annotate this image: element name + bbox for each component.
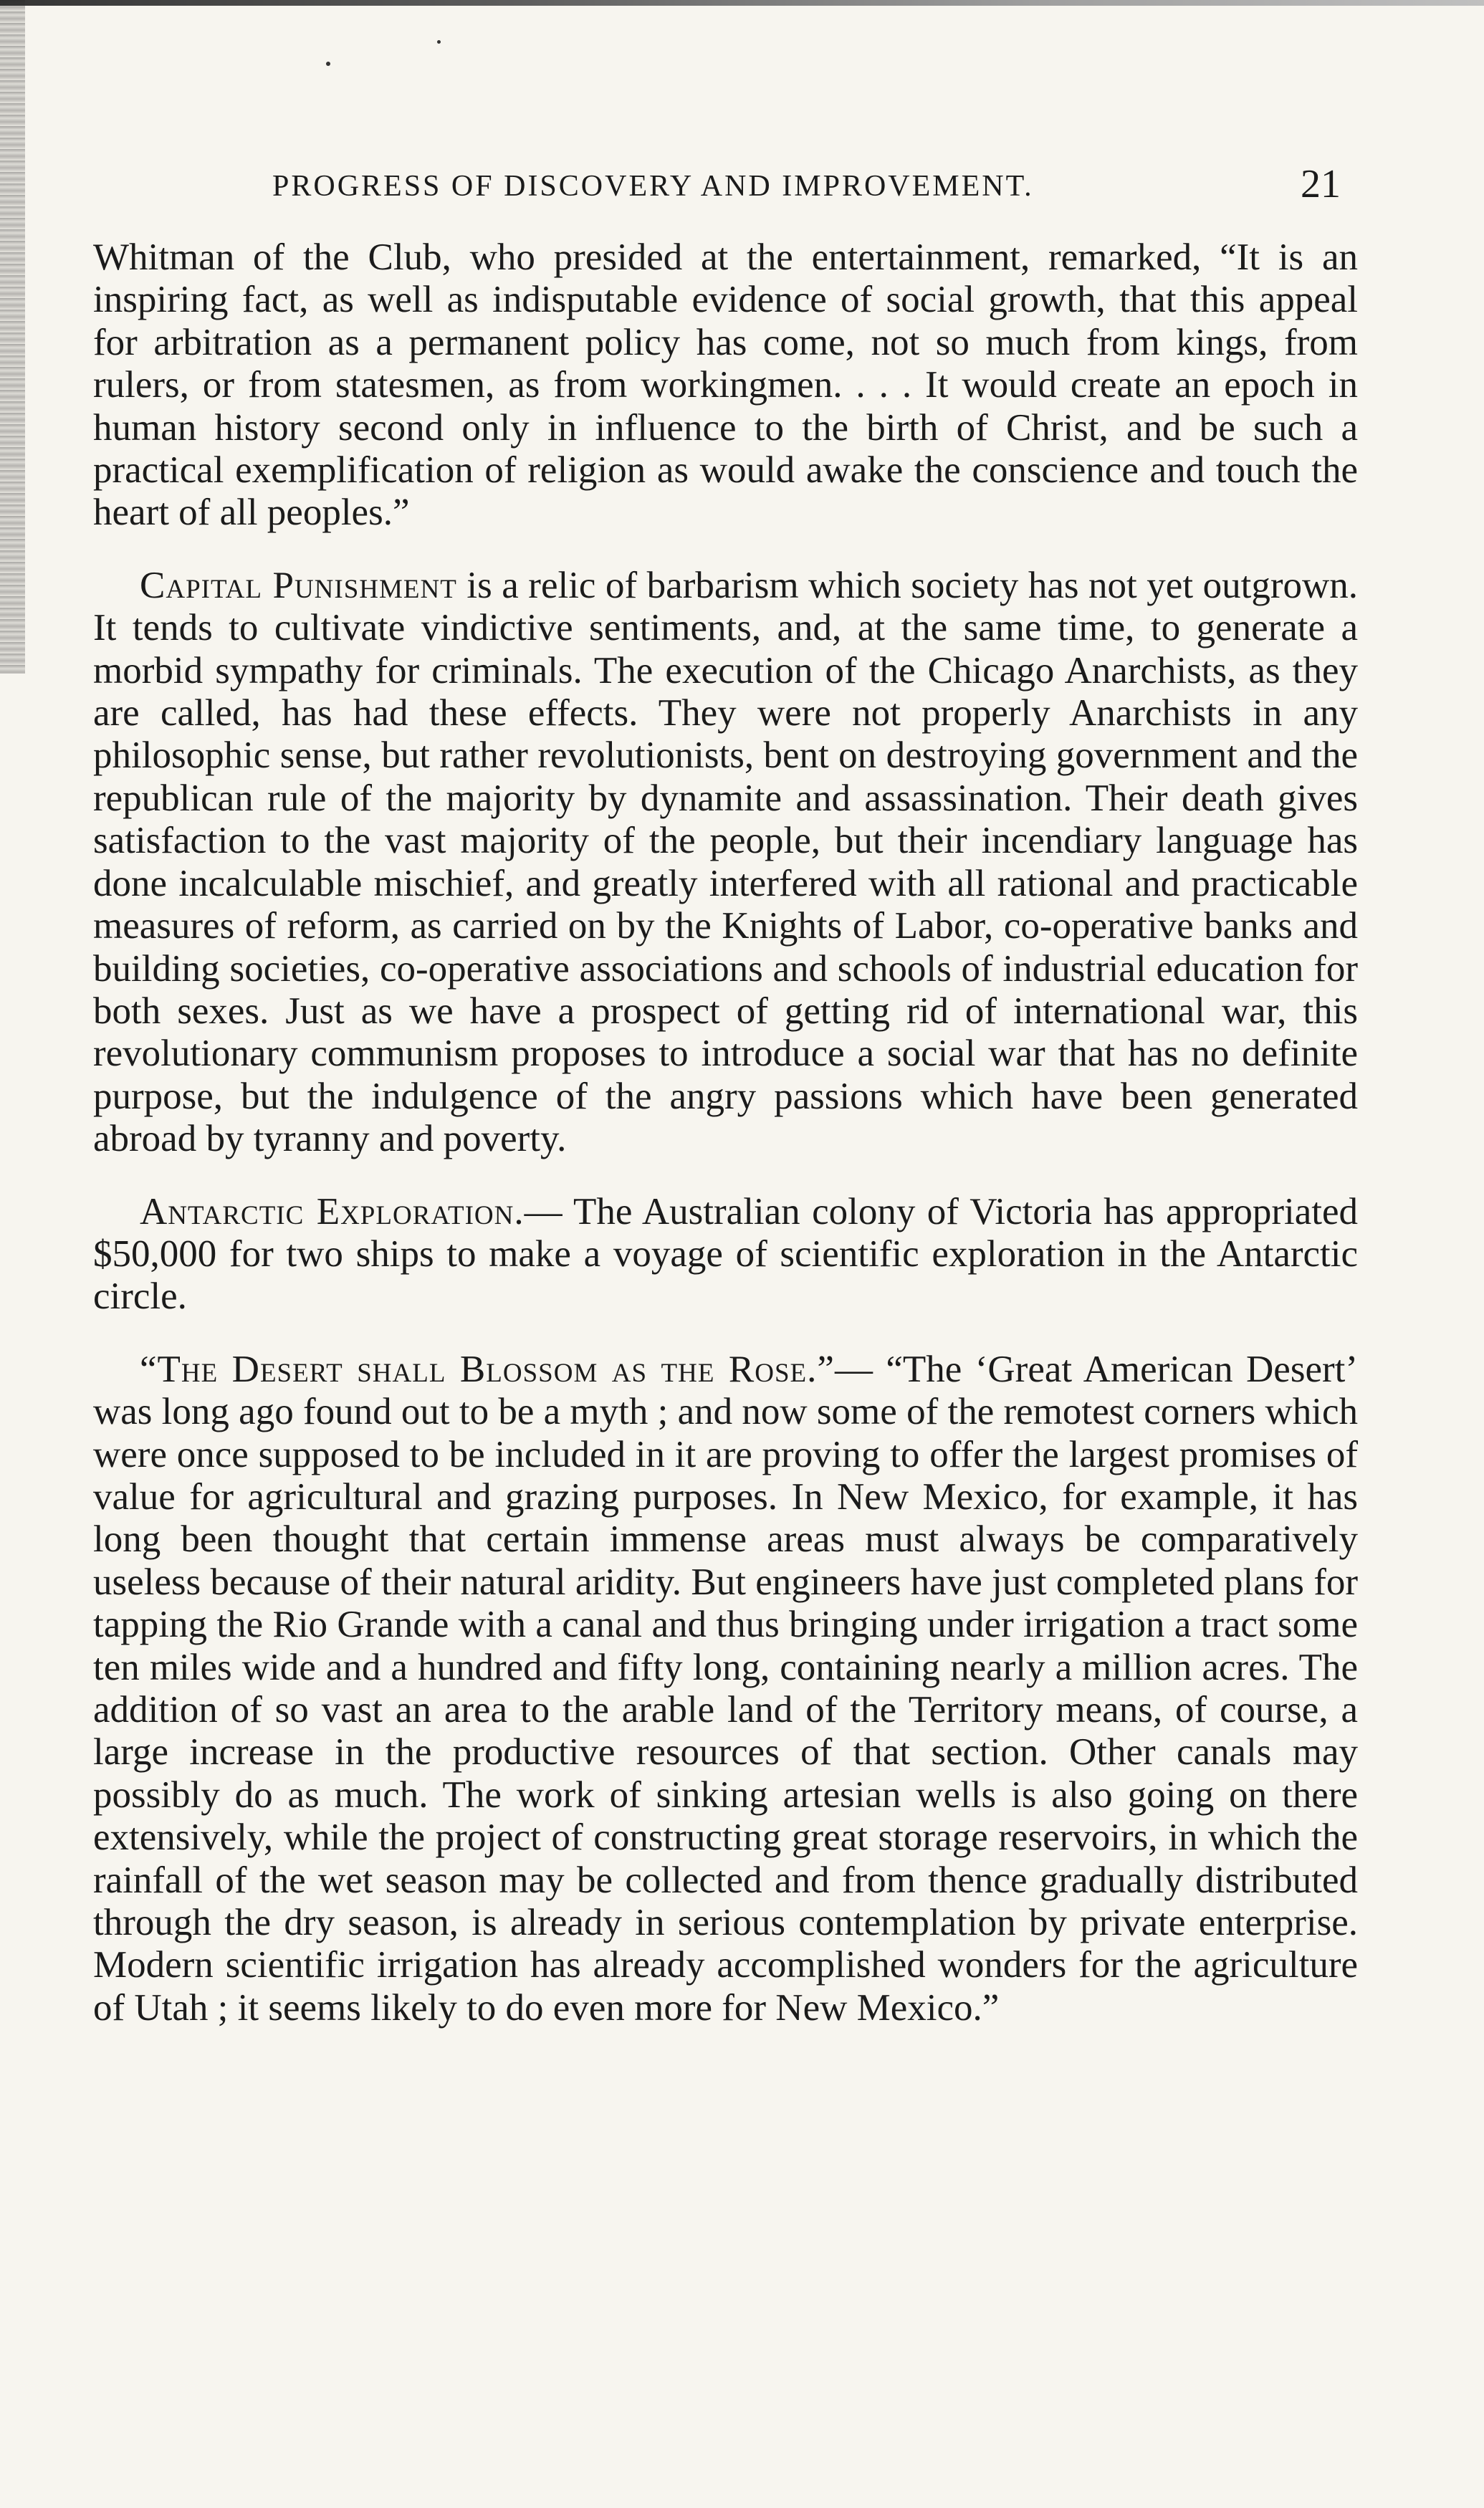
body-text: [93, 236, 1358, 2029]
top-edge-rule: [0, 0, 1484, 6]
paragraph-capital-punishment: [93, 565, 1358, 1161]
ink-speck: [437, 40, 441, 44]
paragraph-text: Whitman of the Club, who presided at the entertainment, remarked, “It is an inspiring fact, as well as indisputable evidence of social growth, that this appeal for arbitration as a permanent policy has come, not so much from kings, from rulers, or from statesmen, as from workingmen. . . . It would create an epoch in human history second only in influence to the birth of Christ, and be such a practical exemplification of religion as would awake the conscience and touch the heart of all peoples.”: [93, 236, 1358, 534]
running-head: PROGRESS OF DISCOVERY AND IMPROVEMENT.: [272, 170, 1034, 203]
paragraph-antarctic-exploration: [93, 1191, 1358, 1318]
page-number: 21: [1301, 162, 1341, 206]
section-heading-capital-punishment: Capital Punishment: [140, 564, 457, 606]
section-heading-antarctic-exploration: Antarctic Exploration.: [140, 1190, 525, 1233]
section-heading-desert-blossom: “The Desert shall Blossom as the Rose.”: [140, 1348, 835, 1390]
binding-shadow: [0, 0, 25, 674]
ink-speck: [326, 62, 330, 66]
paragraph-text: — “The ‘Great American Desert’ was long ago found out to be a myth ; and now some of the remotest corners which were once supposed to be included in it are proving to offer the largest promises of value for agricultural and grazing purposes. In New Mexico, for example, it has long been thought that certain immense areas must always be comparatively useless because of their natural aridity. But engineers have just completed plans for tapping the Rio Grande with a canal and thus bringing under irrigation a tract some ten miles wide and a hundred and fifty long, containing nearly a million acres. The addition of so vast an area to the arable land of the Territory means, of course, a large increase in the productive resources of that section. Other canals may possibly do as much. The work of sinking artesian wells is also going on there extensively, while the project of constructing great storage reservoirs, in which the rainfall of the wet season may be collected and from thence gradually distributed through the dry season, is already in serious contemplation by private enterprise. Modern scientific irrigation has already accomplished wonders for the agriculture of Utah ; it seems likely to do even more for New Mexico.”: [93, 1348, 1358, 2029]
paragraph-whitman-quote: [93, 236, 1358, 535]
paragraph-desert-blossom: [93, 1349, 1358, 2030]
paragraph-text: — The Australian colony of Victoria has appropriated $50,000 for two ships to make a voyage of scientific exploration in the Antarctic circle.: [93, 1190, 1358, 1318]
paragraph-text: is a relic of barbarism which society has not yet outgrown. It tends to cultivate vindictive sentiments, and, at the same time, to generate a morbid sympathy for criminals. The execution of the Chicago Anarchists, as they are called, has had these effects. They were not properly Anarchists in any philosophic sense, but rather revolutionists, bent on destroying government and the republican rule of the majority by dynamite and assassination. Their death gives satisfaction to the vast majority of the people, but their incendiary language has done incalculable mischief, and greatly interfered with all rational and practicable measures of reform, as carried on by the Knights of Labor, co-operative banks and building societies, co-operative associations and schools of industrial education for both sexes. Just as we have a prospect of getting rid of international war, this revolutionary communism proposes to introduce a social war that has no definite purpose, but the indulgence of the angry passions which have been generated abroad by tyranny and poverty.: [93, 564, 1358, 1160]
